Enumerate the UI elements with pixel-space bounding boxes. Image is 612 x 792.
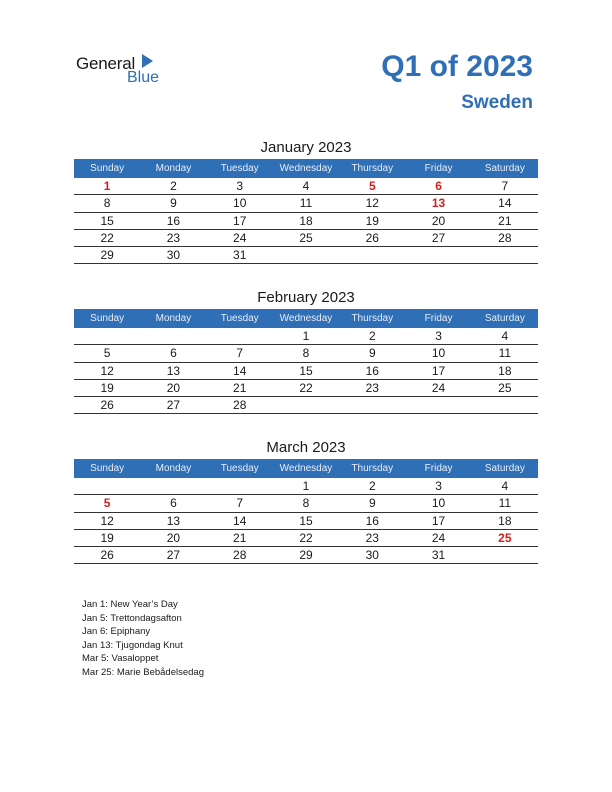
day-cell: 3: [435, 479, 442, 493]
month-title: February 2023: [257, 289, 355, 306]
day-cell: 22: [299, 380, 313, 395]
day-cell: 3: [435, 329, 442, 343]
weekday-label: Wednesday: [279, 313, 333, 324]
day-cell: 31: [431, 548, 446, 563]
empty-day-cell: [140, 328, 206, 345]
day-cell: 1: [302, 479, 310, 493]
day-cell: 18: [498, 513, 512, 528]
week-row: [74, 478, 538, 495]
week-row: [74, 397, 538, 414]
holiday-note: Jan 13: Tjugondag Knut: [82, 639, 183, 651]
day-cell: 9: [368, 496, 376, 511]
day-cell: 30: [365, 548, 379, 563]
day-cell: 5: [103, 496, 111, 511]
logo: [76, 52, 176, 88]
day-cell: 22: [299, 530, 313, 545]
day-cell: 9: [368, 346, 376, 361]
day-cell: 23: [166, 230, 181, 245]
weekday-label: Friday: [424, 463, 453, 474]
logo-text-general: General: [76, 54, 136, 73]
day-cell: 11: [299, 196, 313, 211]
day-cell: 23: [365, 530, 379, 545]
week-row: [74, 213, 538, 230]
day-cell: 2: [170, 179, 177, 193]
weekday-label: Monday: [155, 163, 192, 174]
day-cell: 13: [166, 513, 181, 528]
empty-day-cell: [207, 328, 273, 345]
day-cell: 29: [299, 548, 313, 563]
day-cell: 25: [498, 380, 512, 395]
empty-day-cell: [472, 397, 538, 414]
empty-day-cell: [339, 397, 405, 414]
month-grid: [74, 328, 538, 414]
empty-day-cell: [273, 397, 339, 414]
holiday-note: Mar 25: Marie Bebådelsedag: [82, 666, 204, 678]
week-row: [74, 513, 538, 530]
day-cell: 25: [299, 230, 313, 245]
weekday-label: Monday: [155, 463, 192, 474]
weekday-header: [74, 159, 538, 178]
week-row: [74, 495, 538, 512]
day-cell: 26: [100, 398, 114, 413]
day-cell: 2: [368, 329, 376, 343]
day-cell: 25: [498, 530, 512, 545]
day-cell: 28: [233, 548, 247, 563]
weekday-label: Saturday: [484, 313, 525, 324]
day-cell: 14: [233, 363, 247, 378]
day-cell: 22: [100, 230, 114, 245]
day-cell: 27: [166, 548, 181, 563]
weekday-label: Saturday: [484, 463, 525, 474]
holiday-note: Jan 6: Epiphany: [82, 626, 151, 638]
day-cell: 11: [498, 496, 512, 511]
day-cell: 13: [166, 363, 181, 378]
week-row: [74, 247, 538, 264]
day-cell: 14: [233, 513, 247, 528]
day-cell: 18: [498, 363, 512, 378]
day-cell: 12: [100, 363, 114, 378]
weekday-label: Wednesday: [279, 163, 333, 174]
day-cell: 10: [431, 346, 446, 361]
day-cell: 19: [100, 530, 114, 545]
week-row: [74, 530, 538, 547]
day-cell: 28: [498, 230, 512, 245]
day-cell: 1: [103, 179, 111, 193]
weekday-label: Sunday: [90, 313, 125, 324]
empty-day-cell: [339, 247, 405, 264]
weekday-label: Tuesday: [220, 463, 259, 474]
week-row: [74, 195, 538, 212]
day-cell: 1: [302, 329, 310, 343]
weekday-label: Monday: [155, 313, 192, 324]
day-cell: 20: [166, 530, 181, 545]
weekday-label: Wednesday: [279, 463, 333, 474]
empty-day-cell: [273, 247, 339, 264]
day-cell: 8: [103, 196, 111, 211]
day-cell: 20: [166, 380, 181, 395]
logo-triangle-icon: [142, 54, 153, 68]
day-cell: 30: [166, 248, 181, 263]
holiday-note: Jan 1: New Year’s Day: [82, 599, 178, 610]
day-cell: 31: [233, 248, 247, 263]
weekday-label: Thursday: [351, 463, 394, 474]
day-cell: 7: [236, 346, 244, 361]
day-cell: 6: [170, 346, 177, 361]
month-grid: [74, 478, 538, 564]
weekday-header: [74, 309, 538, 328]
week-row: [74, 363, 538, 380]
empty-day-cell: [472, 247, 538, 264]
day-cell: 8: [302, 496, 310, 511]
day-cell: 21: [233, 380, 247, 395]
weekday-label: Thursday: [351, 313, 394, 324]
empty-day-cell: [472, 547, 538, 564]
week-row: [74, 328, 538, 345]
day-cell: 17: [431, 363, 446, 378]
empty-day-cell: [405, 397, 471, 414]
day-cell: 16: [365, 513, 379, 528]
day-cell: 14: [498, 196, 512, 211]
day-cell: 16: [365, 363, 379, 378]
logo-text-blue: Blue: [127, 69, 160, 86]
weekday-label: Friday: [424, 163, 453, 174]
day-cell: 18: [299, 213, 313, 228]
empty-day-cell: [140, 478, 206, 495]
holiday-note: Mar 5: Vasaloppet: [82, 653, 159, 665]
day-cell: 15: [299, 363, 313, 378]
day-cell: 15: [299, 513, 313, 528]
week-row: [74, 345, 538, 362]
day-cell: 26: [365, 230, 379, 245]
day-cell: 4: [501, 329, 509, 343]
day-cell: 15: [100, 213, 114, 228]
month-title: January 2023: [260, 139, 352, 156]
weekday-header: [74, 459, 538, 478]
day-cell: 6: [435, 179, 442, 193]
day-cell: 2: [368, 479, 376, 493]
empty-day-cell: [405, 247, 471, 264]
day-cell: 24: [431, 380, 446, 395]
day-cell: 4: [302, 179, 310, 193]
day-cell: 21: [233, 530, 247, 545]
week-row: [74, 380, 538, 397]
day-cell: 7: [236, 496, 244, 511]
day-cell: 16: [166, 213, 181, 228]
day-cell: 6: [170, 496, 177, 511]
day-cell: 10: [233, 196, 247, 211]
day-cell: 5: [368, 179, 376, 193]
month-grid: [74, 178, 538, 264]
day-cell: 19: [365, 213, 379, 228]
day-cell: 10: [431, 496, 446, 511]
day-cell: 4: [501, 479, 509, 493]
weekday-label: Sunday: [90, 163, 125, 174]
week-row: [74, 230, 538, 247]
day-cell: 8: [302, 346, 310, 361]
day-cell: 5: [103, 346, 111, 361]
country-name: Sweden: [461, 92, 533, 113]
holiday-notes: [82, 598, 204, 680]
week-row: [74, 547, 538, 564]
month-calendar-january: [74, 137, 538, 264]
month-calendar-march: [74, 437, 538, 564]
day-cell: 21: [498, 213, 512, 228]
day-cell: 17: [431, 513, 446, 528]
weekday-label: Saturday: [484, 163, 525, 174]
page-title: Q1 of 2023: [381, 50, 533, 83]
day-cell: 23: [365, 380, 379, 395]
weekday-label: Tuesday: [220, 313, 259, 324]
day-cell: 19: [100, 380, 114, 395]
day-cell: 28: [233, 398, 247, 413]
day-cell: 13: [431, 196, 446, 211]
day-cell: 26: [100, 548, 114, 563]
weekday-label: Friday: [424, 313, 453, 324]
empty-day-cell: [207, 478, 273, 495]
weekday-label: Sunday: [90, 463, 125, 474]
day-cell: 11: [498, 346, 512, 361]
day-cell: 24: [431, 530, 446, 545]
week-row: [74, 178, 538, 195]
day-cell: 29: [100, 248, 114, 263]
month-calendar-february: [74, 287, 538, 414]
month-title: March 2023: [266, 439, 346, 456]
day-cell: 12: [100, 513, 114, 528]
day-cell: 20: [431, 213, 446, 228]
weekday-label: Tuesday: [220, 163, 259, 174]
empty-day-cell: [74, 478, 140, 495]
day-cell: 12: [365, 196, 379, 211]
day-cell: 17: [233, 213, 247, 228]
empty-day-cell: [74, 328, 140, 345]
day-cell: 24: [233, 230, 247, 245]
day-cell: 27: [431, 230, 446, 245]
day-cell: 7: [501, 179, 509, 193]
holiday-note: Jan 5: Trettondagsafton: [82, 612, 182, 624]
day-cell: 9: [170, 196, 177, 211]
day-cell: 3: [236, 179, 244, 193]
day-cell: 27: [166, 398, 181, 413]
weekday-label: Thursday: [351, 163, 394, 174]
